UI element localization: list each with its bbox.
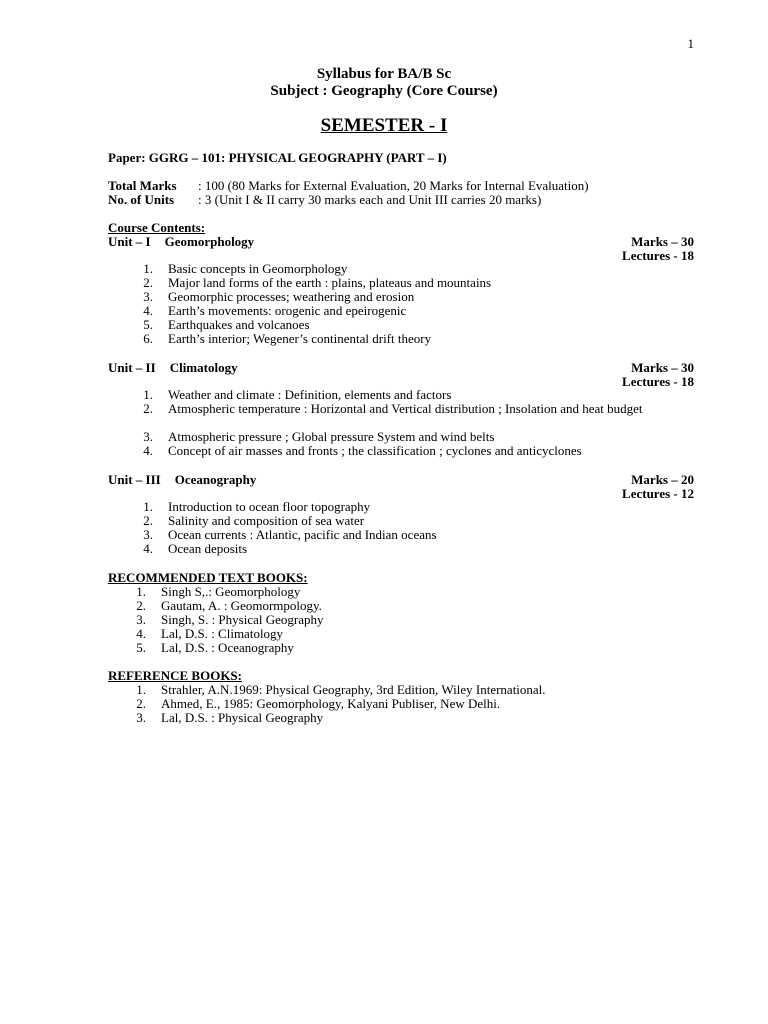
semester-heading: SEMESTER - I: [320, 115, 448, 136]
syllabus-page: 1 Syllabus for BA/B Sc Subject : Geography (Core Course) SEMESTER - I Paper: GGRG – 101: PHYSICAL GEOGRAPHY (PART – I) Total Marks : 100 (80 Marks for External Evaluation, 20 Marks for Internal Evaluation) No. of Units : 3 (Unit I & II carry 30 marks each and Unit III carries 20 marks) Course Contents: Unit – I Geomorphology Marks – 30 Lectures - 18 1. Basic concepts in Geomorphology 2. Major land forms of the earth : plains, plateaus and mountains 3. Geomorphic processes; weathering and erosion 4. Earth’s movements: orogenic and epeirogenic 5. Earthquakes and volcanoes 6. Earth’s interior; Wegener’s continental drift theory Unit – II Climatology Marks – 30 Lectures - 18 1. Weather and climate : Definition, elements and factors 2. Atmospheric temperature : Horizontal and Vertical distribution ; Insolation and heat budget 3. Atmospheric pressure ; Global pressure System and wind belts 4. Concept of air masses and fronts ; the classification ; cyclones and anticyclones Unit – III Oceanography Marks – 20 Lectures - 12 1. Introduction to ocean floor topography 2. Salinity and composition of sea water 3. Ocean currents : Atlantic, pacific and Indian oceans 4. Ocean deposits RECOMMENDED TEXT BOOKS: 1. Singh S,.: Geomorphology 2. Gautam, A. : Geomormpology. 3. Singh, S. : Physical Geography 4. Lal, D.S. : Climatology 5. Lal, D.S. : Oceanography REFERENCE BOOKS: 1. Strahler, A.N.1969: Physical Geography, 3rd Edition, Wiley International. 2. Ahmed, E., 1985: Geomorphology, Kalyani Publiser, New Delhi. 3. Lal, D.S. : Physical Geography: [0, 0, 768, 1024]
paper-title: Paper: GGRG – 101: PHYSICAL GEOGRAPHY (PART – I): [108, 150, 447, 165]
syllabus-title: Syllabus for BA/B Sc: [316, 66, 452, 82]
units-count-row: [108, 192, 541, 208]
course-contents-heading: Course Contents:: [108, 220, 206, 235]
page-number: 1: [687, 36, 694, 51]
unit-1-marks: Marks – 30: [631, 234, 694, 249]
units-count-value: : 3 (Unit I & II carry 30 marks each and Unit III carries 20 marks): [198, 192, 542, 207]
subject-title: Subject : Geography (Core Course): [270, 83, 498, 99]
unit-3-marks: Marks – 20: [631, 472, 694, 487]
unit-3-name: Oceanography: [174, 472, 257, 487]
recommended-books-heading: RECOMMENDED TEXT BOOKS:: [108, 570, 308, 585]
unit-2-title: [108, 360, 238, 376]
unit-1-number: Unit – I: [108, 234, 151, 249]
unit-3-title: [108, 472, 256, 488]
reference-books-heading: REFERENCE BOOKS:: [108, 668, 242, 683]
unit-2-number: Unit – II: [108, 360, 156, 375]
units-count-label: No. of Units: [108, 192, 175, 207]
unit-2-marks: Marks – 30: [631, 360, 694, 375]
unit-3-lectures: Lectures - 12: [622, 486, 694, 501]
unit-3-number: Unit – III: [108, 472, 161, 487]
unit-1-name: Geomorphology: [164, 234, 255, 249]
unit-1-lectures: Lectures - 18: [622, 248, 694, 263]
unit-2-name: Climatology: [169, 360, 238, 375]
unit-2-lectures: Lectures - 18: [622, 374, 694, 389]
unit-1-title: [108, 234, 254, 250]
total-marks-value: : 100 (80 Marks for External Evaluation, 20 Marks for Internal Evaluation): [198, 178, 589, 193]
total-marks-label: Total Marks: [108, 178, 177, 193]
